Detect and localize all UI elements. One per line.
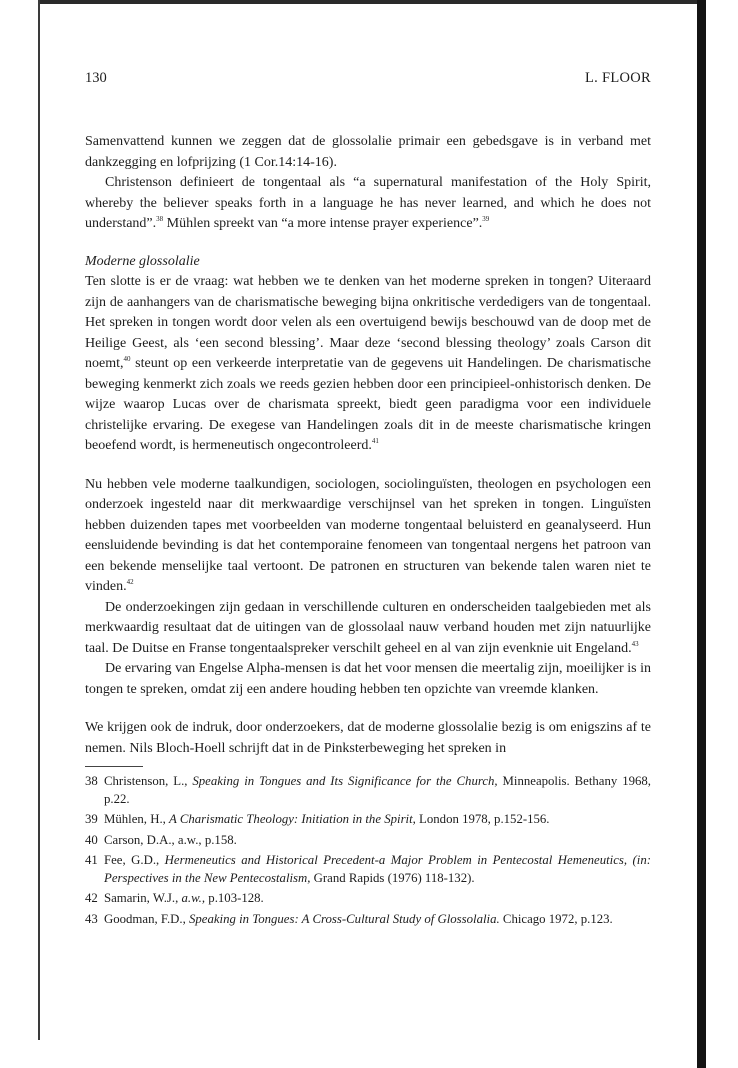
paragraph-summary: Samenvattend kunnen we zeggen dat de glossolalie primair een gebedsgave is in verband met dankzegging en lofprijzing (1 Cor.14:14-16). — [85, 134, 651, 170]
footnote-number: 42 — [85, 891, 98, 905]
footnote-details: London 1978, p.152-156. — [415, 812, 550, 826]
paragraph-christenson — [85, 173, 651, 235]
footnote — [85, 890, 651, 908]
page-header — [85, 70, 651, 90]
scan-edge-right — [697, 0, 706, 1068]
footnote — [85, 911, 651, 929]
paragraph-text: De onderzoekingen zijn gedaan in verschillende culturen en onderscheiden taalgebieden met als merkwaardig resultaat dat de uitingen van de glossolaal nauw verband houden met zijn natuurlijke taal. De Duitse en Franse tongentaalspreker verschilt geheel en al van zijn evenknie uit Engeland. — [85, 599, 651, 656]
section-heading: Moderne glossolalie — [85, 253, 200, 269]
footnote-ref-43: 43 — [631, 639, 639, 648]
paragraph-text: Ten slotte is er de vraag: wat hebben we te denken van het moderne spreken in tongen? Uiteraard zijn de aanhangers van de charismatische beweging bijna onkritische verdedigers van de tongentaal. Het spreken in tongen wordt door velen als een overtuigend bewijs beschouwd van de doop met de Heilige Geest, als ‘een second blessing’. Maar deze ‘second blessing theology’ zoals Carson dit noemt, — [85, 274, 651, 371]
footnote — [85, 852, 651, 887]
footnote — [85, 832, 651, 850]
footnote-author: Carson, D.A., a.w., p.158. — [104, 832, 237, 847]
footnote-number: 39 — [85, 812, 98, 826]
page-number: 130 — [85, 70, 107, 86]
footnote-ref-41: 41 — [371, 437, 379, 445]
footnote — [85, 811, 651, 829]
footnote-ref-42: 42 — [126, 578, 134, 586]
footnote — [85, 773, 651, 808]
paragraph-modern — [85, 272, 651, 457]
paragraph-cultures — [85, 598, 651, 660]
footnote-ref-39: 39 — [482, 215, 490, 223]
footnote-title: Speaking in Tongues and Its Significance for the Church, — [192, 774, 498, 788]
footnote-number: 43 — [85, 911, 98, 926]
footnote-number: 40 — [85, 832, 98, 847]
footnote-title: Hermeneutics and Historical Precedent-a Major Problem in Pentecostal Hemeneutics, (in: Perspectives in the New Pentecostalism, — [104, 853, 651, 885]
footnote-author: Fee, G.D., — [104, 853, 165, 867]
footnote-title: a.w., — [181, 891, 206, 905]
paragraph-text: steunt op een verkeerde interpretatie van de gegevens uit Handelingen. De charismatische beweging kenmerkt zich zoals we reeds gezien hebben door een principieel-onhistorisch denken. De wijze waarop Lucas over de charismata spreekt, biedt geen paradigma voor een individuele christelijke ervaring. De exegese van Handelingen zoals dit in de meeste charismatische kringen beoefend wordt, is hermeneutisch ongecontroleerd. — [85, 356, 651, 453]
scan-edge-top — [40, 0, 706, 4]
footnote-author: Christenson, L., — [104, 774, 193, 788]
footnote-author: Samarin, W.J., — [104, 891, 182, 905]
footnote-details: Grand Rapids (1976) 118-132). — [310, 870, 475, 885]
body-text — [85, 132, 651, 931]
paragraph-linguists — [85, 475, 651, 598]
footnote-number: 38 — [85, 774, 98, 788]
footnote-ref-38: 38 — [156, 215, 164, 223]
running-head: L. FLOOR — [584, 70, 651, 86]
footnote-author: Goodman, F.D., — [104, 911, 189, 926]
footnote-ref-40: 40 — [123, 355, 131, 363]
footnote-details: p.103-128. — [205, 891, 264, 905]
footnote-author: Mühlen, H., — [104, 812, 170, 826]
paragraph-text: Mühlen spreekt van “a more intense prayer experience”. — [163, 216, 483, 231]
footnotes — [85, 773, 651, 928]
paragraph-decline: We krijgen ook de indruk, door onderzoekers, dat de moderne glossolalie bezig is om enigszins af te nemen. Nils Bloch-Hoell schrijft dat in de Pinksterbeweging het spreken in — [85, 720, 651, 756]
footnote-title: Speaking in Tongues: A Cross-Cultural Study of Glossolalia. — [189, 911, 500, 926]
footnote-details: Chicago 1972, p.123. — [499, 911, 613, 926]
footnote-rule — [85, 766, 143, 767]
footnote-number: 41 — [85, 853, 98, 867]
footnote-details: Minneapolis. Bethany 1968, p.22. — [104, 774, 651, 806]
paragraph-alpha: De ervaring van Engelse Alpha-mensen is dat het voor mensen die meertalig zijn, moeilijker is in tongen te spreken, omdat zij een andere houding hebben ten opzichte van vreemde klanken. — [85, 661, 651, 697]
paragraph-text: Christenson definieert de tongentaal als “a supernatural manifestation of the Holy Spirit, whereby the believer speaks forth in a language he has never learned, and which he does not understand”. — [85, 175, 651, 231]
scan-edge-left — [38, 0, 40, 1040]
paragraph-text: Nu hebben vele moderne taalkundigen, sociologen, sociolinguïsten, theologen en psychologen een onderzoek ingesteld naar dit merkwaardige verschijnsel van het spreken in tongen. Linguïsten hebben duizenden tapes met voorbeelden van moderne tongentaal beluisterd en geanalyseerd. Hun eensluidende bevinding is dat het contemporaine fenomeen van tongentaal nergens het patroon van een bekende menselijke taal vertoont. De patronen en structuren van bekende talen waren niet te vinden. — [85, 476, 651, 594]
footnote-title: A Charismatic Theology: Initiation in the Spirit, — [169, 812, 416, 826]
